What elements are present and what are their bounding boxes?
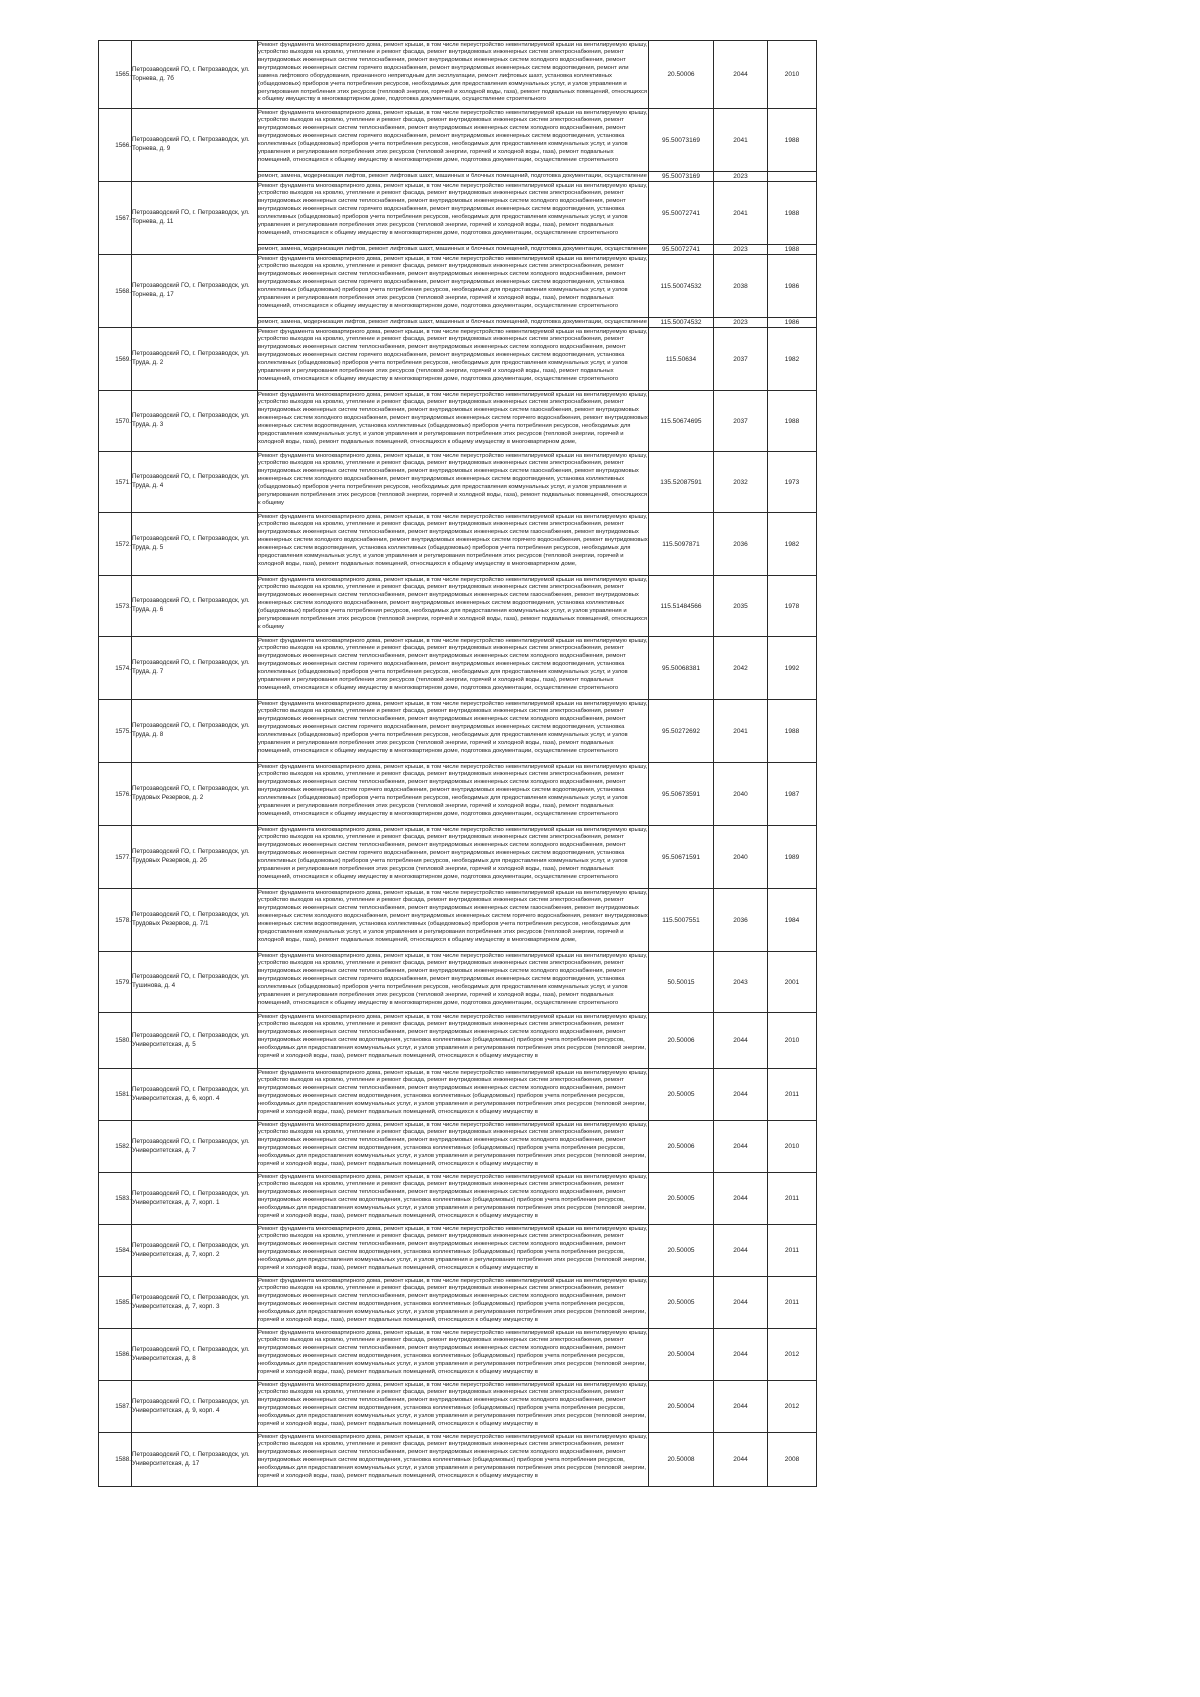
- table-row: [99, 576, 817, 637]
- planned-year: 2040: [714, 826, 768, 889]
- house-address: Петрозаводский ГО, г. Петрозаводск, ул. Университетская, д. 6, корп. 4: [132, 1069, 258, 1121]
- work-description: [258, 1173, 649, 1225]
- row-number: 1569.: [99, 328, 132, 391]
- work-description-text: Ремонт фундамента многоквартирного дома, ремонт крыши, в том числе переустройство невентилируемой крыши на вентилируемую крышу, устройство выходов на кровлю, утепление и ремонт фасада, ремонт внутридомовых инженерных систем электроснабжения, ремонт внутридомовых инженерных систем теплоснабжения, ремонт внутридомовых инженерных систем холодного водоснабжения, ремонт внутридомовых инженерных систем водоотведения, установка коллективных (общедомовых) приборов учета потребления ресурсов, необходимых для предоставления коммунальных услуг, и узлов управления и регулирования потребления этих ресурсов (тепловой энергии, горячей и холодной воды, газа), ремонт подвальных помещений, относящихся к общему имуществу в: [258, 1433, 648, 1479]
- work-description: [258, 255, 649, 318]
- table-row: [99, 1225, 817, 1277]
- house-address: Петрозаводский ГО, г. Петрозаводск, ул. Труда, д. 4: [132, 452, 258, 513]
- planned-year: 2032: [714, 452, 768, 513]
- house-address: Петрозаводский ГО, г. Петрозаводск, ул. Трудовых Резервов, д. 7/1: [132, 889, 258, 952]
- house-address: Петрозаводский ГО, г. Петрозаводск, ул. Труда, д. 6: [132, 576, 258, 637]
- work-description-text: Ремонт фундамента многоквартирного дома, ремонт крыши, в том числе переустройство невентилируемой крыши на вентилируемую крышу, устройство выходов на кровлю, утепление и ремонт фасада, ремонт внутридомовых инженерных систем электроснабжения, ремонт внутридомовых инженерных систем теплоснабжения, ремонт внутридомовых инженерных систем холодного водоснабжения, ремонт внутридомовых инженерных систем водоотведения, установка коллективных (общедомовых) приборов учета потребления ресурсов, необходимых для предоставления коммунальных услуг, и узлов управления и регулирования потребления этих ресурсов (тепловой энергии, горячей и холодной воды, газа), ремонт подвальных помещений, относящихся к общему имуществу в: [258, 1329, 648, 1375]
- area-value: 20.50006: [649, 1013, 714, 1069]
- row-number: 1582.: [99, 1121, 132, 1173]
- row-number: 1585.: [99, 1277, 132, 1329]
- planned-year: 2044: [714, 1225, 768, 1277]
- table-body: [99, 41, 817, 1487]
- table-row: [99, 255, 817, 318]
- build-year: 2011: [768, 1277, 817, 1329]
- area-value: 115.5097871: [649, 513, 714, 576]
- planned-year: 2042: [714, 637, 768, 700]
- area-value: 20.50006: [649, 41, 714, 109]
- elevator-area-value: 95.50073169: [649, 172, 714, 182]
- work-description: [258, 391, 649, 452]
- area-value: 20.50005: [649, 1225, 714, 1277]
- elevator-work-description: [258, 318, 649, 328]
- build-year: 1992: [768, 637, 817, 700]
- area-value: 95.50068381: [649, 637, 714, 700]
- house-address: Петрозаводский ГО, г. Петрозаводск, ул. Университетская, д. 8: [132, 1329, 258, 1381]
- build-year: 1986: [768, 255, 817, 318]
- work-description: [258, 826, 649, 889]
- table-row: [99, 41, 817, 109]
- work-description-text: Ремонт фундамента многоквартирного дома, ремонт крыши, в том числе переустройство невентилируемой крыши на вентилируемую крышу, устройство выходов на кровлю, утепление и ремонт фасада, ремонт внутридомовых инженерных систем электроснабжения, ремонт внутридомовых инженерных систем теплоснабжения, ремонт внутридомовых инженерных систем холодного водоснабжения, ремонт внутридомовых инженерных систем водоотведения, установка коллективных (общедомовых) приборов учета потребления ресурсов, необходимых для предоставления коммунальных услуг, и узлов управления и регулирования потребления этих ресурсов (тепловой энергии, горячей и холодной воды, газа), ремонт подвальных помещений, относящихся к общему имуществу в: [258, 1121, 648, 1167]
- table-row: [99, 513, 817, 576]
- table-row: [99, 328, 817, 391]
- house-address: Петрозаводский ГО, г. Петрозаводск, ул. Университетская, д. 7, корп. 3: [132, 1277, 258, 1329]
- planned-year: 2044: [714, 1433, 768, 1487]
- house-address: Петрозаводский ГО, г. Петрозаводск, ул. Университетская, д. 7, корп. 2: [132, 1225, 258, 1277]
- work-description-text: Ремонт фундамента многоквартирного дома, ремонт крыши, в том числе переустройство невентилируемой крыши на вентилируемую крышу, устройство выходов на кровлю, утепление и ремонт фасада, ремонт внутридомовых инженерных систем электроснабжения, ремонт внутридомовых инженерных систем теплоснабжения, ремонт внутридомовых инженерных систем холодного водоснабжения, ремонт внутридомовых инженерных систем горячего водоснабжения, ремонт внутридомовых инженерных систем водоотведения, установка коллективных (общедомовых) приборов учета потребления ресурсов, необходимых для предоставления коммунальных услуг, и узлов управления и регулирования потребления этих ресурсов (тепловой энергии, горячей и холодной воды, газа), ремонт подвальных помещений, относящихся к общему имуществу в многоквартирном доме, подготовка документации, осуществление строительного: [258, 637, 648, 691]
- elevator-planned-year: 2023: [714, 318, 768, 328]
- elevator-build-year: 1988: [768, 245, 817, 255]
- planned-year: 2037: [714, 328, 768, 391]
- area-value: 95.50671591: [649, 826, 714, 889]
- area-value: 95.50072741: [649, 182, 714, 245]
- build-year: 1982: [768, 513, 817, 576]
- table-row: [99, 452, 817, 513]
- work-description-text: Ремонт фундамента многоквартирного дома, ремонт крыши, в том числе переустройство невентилируемой крыши на вентилируемую крышу, устройство выходов на кровлю, утепление и ремонт фасада, ремонт внутридомовых инженерных систем электроснабжения, ремонт внутридомовых инженерных систем теплоснабжения, ремонт внутридомовых инженерных систем холодного водоснабжения, ремонт внутридомовых инженерных систем горячего водоснабжения, ремонт внутридомовых инженерных систем водоотведения, установка коллективных (общедомовых) приборов учета потребления ресурсов, необходимых для предоставления коммунальных услуг, и узлов управления и регулирования потребления этих ресурсов (тепловой энергии, горячей и холодной воды, газа), ремонт подвальных помещений, относящихся к общему имуществу в многоквартирном доме, подготовка документации, осуществление строительного: [258, 952, 648, 1006]
- work-description: [258, 513, 649, 576]
- area-value: 95.50272692: [649, 700, 714, 763]
- elevator-work-description-text: ремонт, замена, модернизация лифтов, ремонт лифтовых шахт, машинных и блочных помещений, подготовка документации, осуществление: [258, 318, 647, 325]
- row-number: 1581.: [99, 1069, 132, 1121]
- build-year: 1988: [768, 700, 817, 763]
- table-row: [99, 1277, 817, 1329]
- table-row: [99, 182, 817, 245]
- planned-year: 2041: [714, 700, 768, 763]
- work-description: [258, 952, 649, 1013]
- build-year: 2008: [768, 1433, 817, 1487]
- table-row: [99, 637, 817, 700]
- area-value: 20.50008: [649, 1433, 714, 1487]
- build-year: 2012: [768, 1329, 817, 1381]
- work-description-text: Ремонт фундамента многоквартирного дома, ремонт крыши, в том числе переустройство невентилируемой крыши на вентилируемую крышу, устройство выходов на кровлю, утепление и ремонт фасада, ремонт внутридомовых инженерных систем электроснабжения, ремонт внутридомовых инженерных систем теплоснабжения, ремонт внутридомовых инженерных систем холодного водоснабжения, ремонт внутридомовых инженерных систем водоотведения, установка коллективных (общедомовых) приборов учета потребления ресурсов, необходимых для предоставления коммунальных услуг, и узлов управления и регулирования потребления этих ресурсов (тепловой энергии, горячей и холодной воды, газа), ремонт подвальных помещений, относящихся к общему имуществу в: [258, 1069, 648, 1115]
- house-address: Петрозаводский ГО, г. Петрозаводск, ул. Труда, д. 7: [132, 637, 258, 700]
- house-address: Петрозаводский ГО, г. Петрозаводск, ул. Труда, д. 5: [132, 513, 258, 576]
- table-row: [99, 1381, 817, 1433]
- planned-year: 2044: [714, 1013, 768, 1069]
- build-year: 1982: [768, 328, 817, 391]
- work-description-text: Ремонт фундамента многоквартирного дома, ремонт крыши, в том числе переустройство невентилируемой крыши на вентилируемую крышу, устройство выходов на кровлю, утепление и ремонт фасада, ремонт внутридомовых инженерных систем электроснабжения, ремонт внутридомовых инженерных систем теплоснабжения, ремонт внутридомовых инженерных систем холодного водоснабжения, ремонт внутридомовых инженерных систем водоотведения, установка коллективных (общедомовых) приборов учета потребления ресурсов, необходимых для предоставления коммунальных услуг, и узлов управления и регулирования потребления этих ресурсов (тепловой энергии, горячей и холодной воды, газа), ремонт подвальных помещений, относящихся к общему имуществу в: [258, 1013, 648, 1059]
- work-description-text: Ремонт фундамента многоквартирного дома, ремонт крыши, в том числе переустройство невентилируемой крыши на вентилируемую крышу, устройство выходов на кровлю, утепление и ремонт фасада, ремонт внутридомовых инженерных систем электроснабжения, ремонт внутридомовых инженерных систем теплоснабжения, ремонт внутридомовых инженерных систем холодного водоснабжения, ремонт внутридомовых инженерных систем водоотведения, установка коллективных (общедомовых) приборов учета потребления ресурсов, необходимых для предоставления коммунальных услуг, и узлов управления и регулирования потребления этих ресурсов (тепловой энергии, горячей и холодной воды, газа), ремонт подвальных помещений, относящихся к общему имуществу в: [258, 1173, 648, 1219]
- build-year: 1984: [768, 889, 817, 952]
- area-value: 95.50073169: [649, 109, 714, 172]
- row-number: 1584.: [99, 1225, 132, 1277]
- work-description: [258, 1069, 649, 1121]
- house-address: Петрозаводский ГО, г. Петрозаводск, ул. Торнева, д. 7б: [132, 41, 258, 109]
- work-description-text: Ремонт фундамента многоквартирного дома, ремонт крыши, в том числе переустройство невентилируемой крыши на вентилируемую крышу, устройство выходов на кровлю, утепление и ремонт фасада, ремонт внутридомовых инженерных систем электроснабжения, ремонт внутридомовых инженерных систем теплоснабжения, ремонт внутридомовых инженерных систем холодного водоснабжения, ремонт внутридомовых инженерных систем водоотведения, установка коллективных (общедомовых) приборов учета потребления ресурсов, необходимых для предоставления коммунальных услуг, и узлов управления и регулирования потребления этих ресурсов (тепловой энергии, горячей и холодной воды, газа), ремонт подвальных помещений, относящихся к общему имуществу в: [258, 1225, 648, 1271]
- build-year: 2010: [768, 41, 817, 109]
- elevator-work-description-text: ремонт, замена, модернизация лифтов, ремонт лифтовых шахт, машинных и блочных помещений, подготовка документации, осуществление: [258, 172, 647, 179]
- house-address: Петрозаводский ГО, г. Петрозаводск, ул. Университетская, д. 7: [132, 1121, 258, 1173]
- work-description: [258, 328, 649, 391]
- table-row: [99, 763, 817, 826]
- work-description-text: Ремонт фундамента многоквартирного дома, ремонт крыши, в том числе переустройство невентилируемой крыши на вентилируемую крышу, устройство выходов на кровлю, утепление и ремонт фасада, ремонт внутридомовых инженерных систем электроснабжения, ремонт внутридомовых инженерных систем теплоснабжения, ремонт внутридомовых инженерных систем холодного водоснабжения, ремонт внутридомовых инженерных систем горячего водоснабжения, ремонт внутридомовых инженерных систем водоотведения, установка коллективных (общедомовых) приборов учета потребления ресурсов, необходимых для предоставления коммунальных услуг, и узлов управления и регулирования потребления этих ресурсов (тепловой энергии, горячей и холодной воды, газа), ремонт подвальных помещений, относящихся к общему имуществу в многоквартирном доме, подготовка документации, осуществление строительного: [258, 700, 648, 754]
- work-description-text: Ремонт фундамента многоквартирного дома, ремонт крыши, в том числе переустройство невентилируемой крыши на вентилируемую крышу, устройство выходов на кровлю, утепление и ремонт фасада, ремонт внутридомовых инженерных систем электроснабжения, ремонт внутридомовых инженерных систем теплоснабжения, ремонт внутридомовых инженерных систем холодного водоснабжения, ремонт внутридомовых инженерных систем горячего водоснабжения, ремонт внутридомовых инженерных систем водоотведения, установка коллективных (общедомовых) приборов учета потребления ресурсов, необходимых для предоставления коммунальных услуг, и узлов управления и регулирования потребления этих ресурсов (тепловой энергии, горячей и холодной воды, газа), ремонт подвальных помещений, относящихся к общему имуществу в многоквартирном доме, подготовка документации, осуществление строительного: [258, 109, 648, 163]
- row-number: 1580.: [99, 1013, 132, 1069]
- house-address: Петрозаводский ГО, г. Петрозаводск, ул. Университетская, д. 7, корп. 1: [132, 1173, 258, 1225]
- table-row: [99, 391, 817, 452]
- row-number: 1574.: [99, 637, 132, 700]
- build-year: 2010: [768, 1013, 817, 1069]
- planned-year: 2038: [714, 255, 768, 318]
- house-address: Петрозаводский ГО, г. Петрозаводск, ул. Труда, д. 8: [132, 700, 258, 763]
- house-address: Петрозаводский ГО, г. Петрозаводск, ул. Университетская, д. 5: [132, 1013, 258, 1069]
- work-description-text: Ремонт фундамента многоквартирного дома, ремонт крыши, в том числе переустройство невентилируемой крыши на вентилируемую крышу, устройство выходов на кровлю, утепление и ремонт фасада, ремонт внутридомовых инженерных систем электроснабжения, ремонт внутридомовых инженерных систем теплоснабжения, ремонт внутридомовых инженерных систем холодного водоснабжения, ремонт внутридомовых инженерных систем горячего водоснабжения, ремонт внутридомовых инженерных систем водоотведения, установка коллективных (общедомовых) приборов учета потребления ресурсов, необходимых для предоставления коммунальных услуг, и узлов управления и регулирования потребления этих ресурсов (тепловой энергии, горячей и холодной воды, газа), ремонт подвальных помещений, относящихся к общему имуществу в многоквартирном доме, подготовка документации, осуществление строительного: [258, 826, 648, 880]
- row-number: 1579.: [99, 952, 132, 1013]
- work-description: [258, 1013, 649, 1069]
- house-address: Петрозаводский ГО, г. Петрозаводск, ул. Университетская, д. 17: [132, 1433, 258, 1487]
- elevator-build-year: [768, 172, 817, 182]
- house-address: Петрозаводский ГО, г. Петрозаводск, ул. Университетская, д. 9, корп. 4: [132, 1381, 258, 1433]
- area-value: 115.50634: [649, 328, 714, 391]
- work-description-text: Ремонт фундамента многоквартирного дома, ремонт крыши, в том числе переустройство невентилируемой крыши на вентилируемую крышу, устройство выходов на кровлю, утепление и ремонт фасада, ремонт внутридомовых инженерных систем электроснабжения, ремонт внутридомовых инженерных систем теплоснабжения, ремонт внутридомовых инженерных систем холодного водоснабжения, ремонт внутридомовых инженерных систем горячего водоснабжения, ремонт внутридомовых инженерных систем водоотведения, установка коллективных (общедомовых) приборов учета потребления ресурсов, необходимых для предоставления коммунальных услуг, и узлов управления и регулирования потребления этих ресурсов (тепловой энергии, горячей и холодной воды, газа), ремонт подвальных помещений, относящихся к общему имуществу в многоквартирном доме, подготовка документации, осуществление строительного: [258, 763, 648, 817]
- capital-repair-table: [98, 40, 817, 1487]
- elevator-build-year: 1986: [768, 318, 817, 328]
- house-address: Петрозаводский ГО, г. Петрозаводск, ул. Торнева, д. 9: [132, 109, 258, 182]
- work-description: [258, 1433, 649, 1487]
- area-value: 115.50074532: [649, 255, 714, 318]
- build-year: 1987: [768, 763, 817, 826]
- table-row: [99, 952, 817, 1013]
- work-description: [258, 1277, 649, 1329]
- house-address: Петрозаводский ГО, г. Петрозаводск, ул. Трудовых Резервов, д. 2: [132, 763, 258, 826]
- build-year: 2012: [768, 1381, 817, 1433]
- area-value: 115.5007551: [649, 889, 714, 952]
- work-description-text: Ремонт фундамента многоквартирного дома, ремонт крыши, в том числе переустройство невентилируемой крыши на вентилируемую крышу, устройство выходов на кровлю, утепление и ремонт фасада, ремонт внутридомовых инженерных систем электроснабжения, ремонт внутридомовых инженерных систем теплоснабжения, ремонт внутридомовых инженерных систем газоснабжения, ремонт внутридомовых инженерных систем холодного водоснабжения, ремонт внутридомовых инженерных систем горячего водоснабжения, ремонт внутридомовых инженерных систем водоотведения, установка коллективных (общедомовых) приборов учета потребления ресурсов, необходимых для предоставления коммунальных услуг, и узлов управления и регулирования потребления этих ресурсов (тепловой энергии, горячей и холодной воды, газа), ремонт подвальных помещений, относящихся к общему имуществу в многоквартирном доме,: [258, 889, 648, 943]
- table-row: [99, 1013, 817, 1069]
- planned-year: 2044: [714, 1277, 768, 1329]
- house-address: Петрозаводский ГО, г. Петрозаводск, ул. Трудовых Резервов, д. 2б: [132, 826, 258, 889]
- elevator-area-value: 95.50072741: [649, 245, 714, 255]
- elevator-planned-year: 2023: [714, 172, 768, 182]
- row-number: 1577.: [99, 826, 132, 889]
- row-number: 1578.: [99, 889, 132, 952]
- house-address: Петрозаводский ГО, г. Петрозаводск, ул. Труда, д. 2: [132, 328, 258, 391]
- build-year: 2010: [768, 1121, 817, 1173]
- work-description-text: Ремонт фундамента многоквартирного дома, ремонт крыши, в том числе переустройство невентилируемой крыши на вентилируемую крышу, устройство выходов на кровлю, утепление и ремонт фасада, ремонт внутридомовых инженерных систем электроснабжения, ремонт внутридомовых инженерных систем теплоснабжения, ремонт внутридомовых инженерных систем газоснабжения, ремонт внутридомовых инженерных систем холодного водоснабжения, ремонт внутридомовых инженерных систем горячего водоснабжения, ремонт внутридомовых инженерных систем водоотведения, установка коллективных (общедомовых) приборов учета потребления ресурсов, необходимых для предоставления коммунальных услуг, и узлов управления и регулирования потребления этих ресурсов (тепловой энергии, горячей и холодной воды, газа), ремонт подвальных помещений, относящихся к общему имуществу в многоквартирном доме,: [258, 513, 648, 567]
- work-description: [258, 1329, 649, 1381]
- row-number: 1575.: [99, 700, 132, 763]
- house-address: Петрозаводский ГО, г. Петрозаводск, ул. Труда, д. 3: [132, 391, 258, 452]
- row-number: 1568.: [99, 255, 132, 328]
- row-number: 1567.: [99, 182, 132, 255]
- area-value: 20.50005: [649, 1277, 714, 1329]
- table-row: [99, 700, 817, 763]
- planned-year: 2044: [714, 1329, 768, 1381]
- work-description-text: Ремонт фундамента многоквартирного дома, ремонт крыши, в том числе переустройство невентилируемой крыши на вентилируемую крышу, устройство выходов на кровлю, утепление и ремонт фасада, ремонт внутридомовых инженерных систем электроснабжения, ремонт внутридомовых инженерных систем теплоснабжения, ремонт внутридомовых инженерных систем холодного водоснабжения, ремонт внутридомовых инженерных систем горячего водоснабжения, ремонт внутридомовых инженерных систем водоотведения, установка коллективных (общедомовых) приборов учета потребления ресурсов, необходимых для предоставления коммунальных услуг, и узлов управления и регулирования потребления этих ресурсов (тепловой энергии, горячей и холодной воды, газа), ремонт подвальных помещений, относящихся к общему имуществу в многоквартирном доме, подготовка документации, осуществление строительного: [258, 182, 648, 236]
- row-number: 1576.: [99, 763, 132, 826]
- planned-year: 2041: [714, 109, 768, 172]
- planned-year: 2044: [714, 1069, 768, 1121]
- row-number: 1583.: [99, 1173, 132, 1225]
- work-description-text: Ремонт фундамента многоквартирного дома, ремонт крыши, в том числе переустройство невентилируемой крыши на вентилируемую крышу, устройство выходов на кровлю, утепление и ремонт фасада, ремонт внутридомовых инженерных систем электроснабжения, ремонт внутридомовых инженерных систем теплоснабжения, ремонт внутридомовых инженерных систем газоснабжения, ремонт внутридомовых инженерных систем холодного водоснабжения, ремонт внутридомовых инженерных систем водоотведения, установка коллективных (общедомовых) приборов учета потребления ресурсов, необходимых для предоставления коммунальных услуг, и узлов управления и регулирования потребления этих ресурсов (тепловой энергии, горячей и холодной воды, газа), ремонт подвальных помещений, относящихся к общему: [258, 576, 648, 630]
- elevator-work-description: [258, 172, 649, 182]
- build-year: 2011: [768, 1069, 817, 1121]
- build-year: 2001: [768, 952, 817, 1013]
- planned-year: 2035: [714, 576, 768, 637]
- elevator-work-description-text: ремонт, замена, модернизация лифтов, ремонт лифтовых шахт, машинных и блочных помещений, подготовка документации, осуществление: [258, 245, 647, 252]
- area-value: 20.50004: [649, 1381, 714, 1433]
- work-description-text: Ремонт фундамента многоквартирного дома, ремонт крыши, в том числе переустройство невентилируемой крыши на вентилируемую крышу, устройство выходов на кровлю, утепление и ремонт фасада, ремонт внутридомовых инженерных систем электроснабжения, ремонт внутридомовых инженерных систем теплоснабжения, ремонт внутридомовых инженерных систем холодного водоснабжения, ремонт внутридомовых инженерных систем водоотведения, установка коллективных (общедомовых) приборов учета потребления ресурсов, необходимых для предоставления коммунальных услуг, и узлов управления и регулирования потребления этих ресурсов (тепловой энергии, горячей и холодной воды, газа), ремонт подвальных помещений, относящихся к общему имуществу в: [258, 1381, 648, 1427]
- table-row: [99, 889, 817, 952]
- planned-year: 2044: [714, 41, 768, 109]
- work-description: [258, 1225, 649, 1277]
- work-description: [258, 576, 649, 637]
- area-value: 20.50005: [649, 1069, 714, 1121]
- work-description-text: Ремонт фундамента многоквартирного дома, ремонт крыши, в том числе переустройство невентилируемой крыши на вентилируемую крышу, устройство выходов на кровлю, утепление и ремонт фасада, ремонт внутридомовых инженерных систем электроснабжения, ремонт внутридомовых инженерных систем теплоснабжения, ремонт внутридомовых инженерных систем холодного водоснабжения, ремонт внутридомовых инженерных систем горячего водоснабжения, ремонт внутридомовых инженерных систем водоотведения, установка коллективных (общедомовых) приборов учета потребления ресурсов, необходимых для предоставления коммунальных услуг, и узлов управления и регулирования потребления этих ресурсов (тепловой энергии, горячей и холодной воды, газа), ремонт подвальных помещений, относящихся к общему имуществу в многоквартирном доме, подготовка документации, осуществление строительного: [258, 328, 648, 382]
- house-address: Петрозаводский ГО, г. Петрозаводск, ул. Торнева, д. 17: [132, 255, 258, 328]
- area-value: 20.50005: [649, 1173, 714, 1225]
- work-description: [258, 182, 649, 245]
- planned-year: 2037: [714, 391, 768, 452]
- house-address: Петрозаводский ГО, г. Петрозаводск, ул. Тушинова, д. 4: [132, 952, 258, 1013]
- work-description: [258, 1381, 649, 1433]
- build-year: 1988: [768, 182, 817, 245]
- work-description-text: Ремонт фундамента многоквартирного дома, ремонт крыши, в том числе переустройство невентилируемой крыши на вентилируемую крышу, устройство выходов на кровлю, утепление и ремонт фасада, ремонт внутридомовых инженерных систем электроснабжения, ремонт внутридомовых инженерных систем теплоснабжения, ремонт внутридомовых инженерных систем газоснабжения, ремонт внутридомовых инженерных систем холодного водоснабжения, ремонт внутридомовых инженерных систем водоотведения, установка коллективных (общедомовых) приборов учета потребления ресурсов, необходимых для предоставления коммунальных услуг, и узлов управления и регулирования потребления этих ресурсов (тепловой энергии, горячей и холодной воды, газа), ремонт подвальных помещений, относящихся к общему: [258, 452, 648, 506]
- planned-year: 2044: [714, 1121, 768, 1173]
- work-description: [258, 700, 649, 763]
- area-value: 20.50006: [649, 1121, 714, 1173]
- area-value: 20.50004: [649, 1329, 714, 1381]
- work-description: [258, 1121, 649, 1173]
- work-description-text: Ремонт фундамента многоквартирного дома, ремонт крыши, в том числе переустройство невентилируемой крыши на вентилируемую крышу, устройство выходов на кровлю, утепление и ремонт фасада, ремонт внутридомовых инженерных систем электроснабжения, ремонт внутридомовых инженерных систем теплоснабжения, ремонт внутридомовых инженерных систем холодного водоснабжения, ремонт внутридомовых инженерных систем водоотведения, установка коллективных (общедомовых) приборов учета потребления ресурсов, необходимых для предоставления коммунальных услуг, и узлов управления и регулирования потребления этих ресурсов (тепловой энергии, горячей и холодной воды, газа), ремонт подвальных помещений, относящихся к общему имуществу в: [258, 1277, 648, 1323]
- build-year: 1978: [768, 576, 817, 637]
- work-description: [258, 889, 649, 952]
- planned-year: 2036: [714, 889, 768, 952]
- build-year: 1973: [768, 452, 817, 513]
- work-description-text: Ремонт фундамента многоквартирного дома, ремонт крыши, в том числе переустройство невентилируемой крыши на вентилируемую крышу, устройство выходов на кровлю, утепление и ремонт фасада, ремонт внутридомовых инженерных систем электроснабжения, ремонт внутридомовых инженерных систем теплоснабжения, ремонт внутридомовых инженерных систем холодного водоснабжения, ремонт внутридомовых инженерных систем горячего водоснабжения, ремонт внутридомовых инженерных систем водоотведения, установка коллективных (общедомовых) приборов учета потребления ресурсов, необходимых для предоставления коммунальных услуг, и узлов управления и регулирования потребления этих ресурсов (тепловой энергии, горячей и холодной воды, газа), ремонт подвальных помещений, относящихся к общему имуществу в многоквартирном доме, подготовка документации, осуществление строительного: [258, 255, 648, 309]
- work-description: [258, 637, 649, 700]
- planned-year: 2041: [714, 182, 768, 245]
- table-row: [99, 1173, 817, 1225]
- row-number: 1586.: [99, 1329, 132, 1381]
- planned-year: 2043: [714, 952, 768, 1013]
- build-year: 2011: [768, 1225, 817, 1277]
- build-year: 1989: [768, 826, 817, 889]
- row-number: 1565.: [99, 41, 132, 109]
- area-value: 115.51484566: [649, 576, 714, 637]
- row-number: 1587.: [99, 1381, 132, 1433]
- work-description: [258, 452, 649, 513]
- table-row: [99, 1433, 817, 1487]
- planned-year: 2044: [714, 1173, 768, 1225]
- area-value: 135.52087591: [649, 452, 714, 513]
- build-year: 1988: [768, 109, 817, 172]
- build-year: 2011: [768, 1173, 817, 1225]
- row-number: 1570.: [99, 391, 132, 452]
- row-number: 1573.: [99, 576, 132, 637]
- table-row: [99, 1069, 817, 1121]
- row-number: 1571.: [99, 452, 132, 513]
- table-row: [99, 826, 817, 889]
- table-row: [99, 109, 817, 172]
- work-description: [258, 763, 649, 826]
- elevator-area-value: 115.50074532: [649, 318, 714, 328]
- area-value: 95.50673591: [649, 763, 714, 826]
- area-value: 115.50674695: [649, 391, 714, 452]
- planned-year: 2044: [714, 1381, 768, 1433]
- work-description-text: Ремонт фундамента многоквартирного дома, ремонт крыши, в том числе переустройство невентилируемой крыши на вентилируемую крышу, устройство выходов на кровлю, утепление и ремонт фасада, ремонт внутридомовых инженерных систем электроснабжения, ремонт внутридомовых инженерных систем теплоснабжения, ремонт внутридомовых инженерных систем холодного водоснабжения, ремонт внутридомовых инженерных систем горячего водоснабжения, ремонт внутридомовых инженерных систем водоотведения, ремонт или замена лифтового оборудования, признанного непригодным для эксплуатации, ремонт лифтовых шахт, установка коллективных (общедомовых) приборов учета потребления ресурсов, необходимых для предоставления коммунальных услуг, и узлов управления и регулирования потребления этих ресурсов (тепловой энергии, горячей и холодной воды, газа), ремонт подвальных помещений, относящихся к общему имуществу в многоквартирном доме, подготовка документации, осуществление строительного: [258, 41, 648, 103]
- planned-year: 2040: [714, 763, 768, 826]
- house-address: Петрозаводский ГО, г. Петрозаводск, ул. Торнева, д. 11: [132, 182, 258, 255]
- work-description: [258, 109, 649, 172]
- table-row: [99, 1121, 817, 1173]
- row-number: 1588.: [99, 1433, 132, 1487]
- row-number: 1566.: [99, 109, 132, 182]
- build-year: 1988: [768, 391, 817, 452]
- work-description: [258, 41, 649, 109]
- area-value: 50.50015: [649, 952, 714, 1013]
- table-row: [99, 1329, 817, 1381]
- work-description-text: Ремонт фундамента многоквартирного дома, ремонт крыши, в том числе переустройство невентилируемой крыши на вентилируемую крышу, устройство выходов на кровлю, утепление и ремонт фасада, ремонт внутридомовых инженерных систем электроснабжения, ремонт внутридомовых инженерных систем теплоснабжения, ремонт внутридомовых инженерных систем газоснабжения, ремонт внутридомовых инженерных систем холодного водоснабжения, ремонт внутридомовых инженерных систем горячего водоснабжения, ремонт внутридомовых инженерных систем водоотведения, установка коллективных (общедомовых) приборов учета потребления ресурсов, необходимых для предоставления коммунальных услуг, и узлов управления и регулирования потребления этих ресурсов (тепловой энергии, горячей и холодной воды, газа), ремонт подвальных помещений, относящихся к общему имуществу в многоквартирном доме,: [258, 391, 648, 445]
- row-number: 1572.: [99, 513, 132, 576]
- planned-year: 2036: [714, 513, 768, 576]
- elevator-planned-year: 2023: [714, 245, 768, 255]
- elevator-work-description: [258, 245, 649, 255]
